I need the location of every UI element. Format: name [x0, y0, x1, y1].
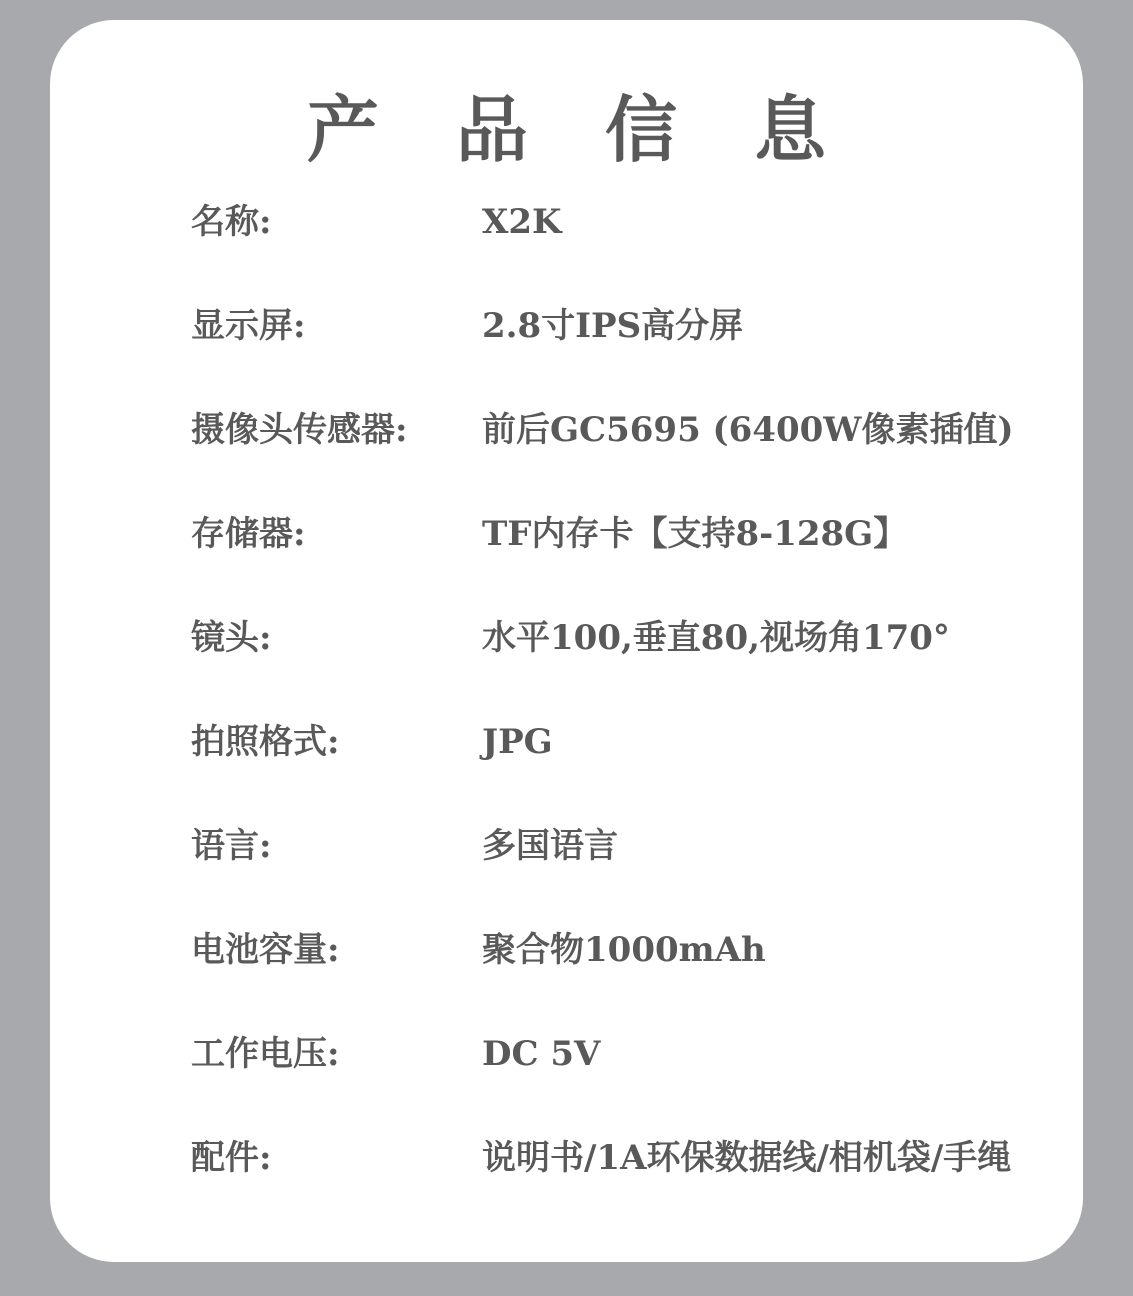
spec-row-voltage [191, 1024, 1071, 1128]
spec-label: 名称: [191, 202, 272, 242]
spec-label: 显示屏: [191, 306, 306, 346]
spec-row-battery [191, 920, 1071, 1024]
spec-row-sensor [191, 400, 1071, 504]
product-info-card [50, 20, 1083, 1262]
spec-value: 前后GC5695 (6400W像素插值) [482, 410, 1014, 450]
spec-label: 摄像头传感器: [191, 410, 408, 450]
spec-label: 工作电压: [191, 1034, 340, 1074]
spec-label: 拍照格式: [191, 722, 340, 762]
spec-value: 2.8寸IPS高分屏 [482, 306, 744, 346]
spec-value: 说明书/1A环保数据线/相机袋/手绳 [482, 1138, 1012, 1178]
spec-value: TF内存卡【支持8-128G】 [482, 514, 908, 554]
spec-label: 配件: [191, 1138, 272, 1178]
spec-row-storage [191, 504, 1071, 608]
spec-row-lens [191, 608, 1071, 712]
spec-value: X2K [482, 202, 562, 242]
spec-row-language [191, 816, 1071, 920]
spec-value: 聚合物1000mAh [482, 930, 766, 970]
spec-row-accessories [191, 1128, 1071, 1232]
spec-value: 多国语言 [482, 826, 618, 866]
spec-list [191, 192, 1071, 1232]
spec-row-name [191, 192, 1071, 296]
spec-label: 镜头: [191, 618, 272, 658]
spec-row-photo-format [191, 712, 1071, 816]
spec-label: 存储器: [191, 514, 306, 554]
page-title: 产 品 信 息 [306, 87, 853, 172]
spec-value: JPG [482, 722, 553, 762]
spec-value: DC 5V [482, 1034, 601, 1074]
spec-row-display [191, 296, 1071, 400]
spec-value: 水平100,垂直80,视场角170° [482, 618, 950, 658]
spec-label: 语言: [191, 826, 272, 866]
spec-label: 电池容量: [191, 930, 340, 970]
